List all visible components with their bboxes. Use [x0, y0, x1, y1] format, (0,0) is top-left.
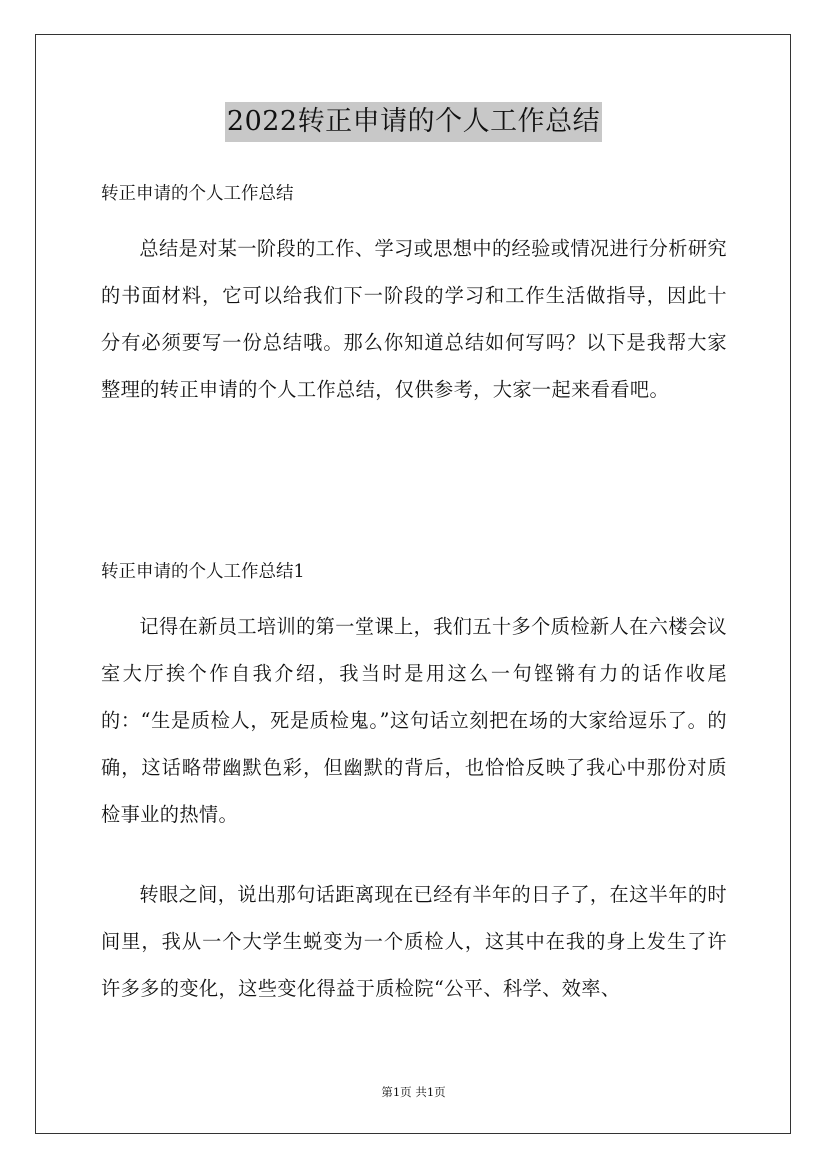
intro-paragraph: 总结是对某一阶段的工作、学习或思想中的经验或情况进行分析研究的书面材料，它可以给我们下一阶段的学习和工作生活做指导，因此十分有必须要写一份总结哦。那么你知道总结如何写吗？以下是我帮大家整理的转正申请的个人工作总结，仅供参考，大家一起来看看吧。 [101, 237, 728, 401]
body-paragraph: 记得在新员工培训的第一堂课上，我们五十多个质检新人在六楼会议室大厅挨个作自我介绍，我当时是用这么一句铿锵有力的话作收尾的：“生是质检人，死是质检鬼。”这句话立刻把在场的大家给逗乐了。的确，这话略带幽默色彩，但幽默的背后，也恰恰反映了我心中那份对质检事业的热情。 [101, 615, 728, 826]
section-heading: 转正申请的个人工作总结1 [101, 562, 305, 582]
document-title: 2022转正申请的个人工作总结 [225, 102, 602, 142]
document-subtitle: 转正申请的个人工作总结 [101, 184, 294, 204]
title-container [0, 102, 827, 142]
body-paragraph: 转眼之间，说出那句话距离现在已经有半年的日子了，在这半年的时间里，我从一个大学生蜕变为一个质检人，这其中在我的身上发生了许许多多的变化，这些变化得益于质检院“公平、科学、效率、 [101, 883, 728, 1000]
page-footer: 第1页 共1页 [381, 1085, 446, 1099]
